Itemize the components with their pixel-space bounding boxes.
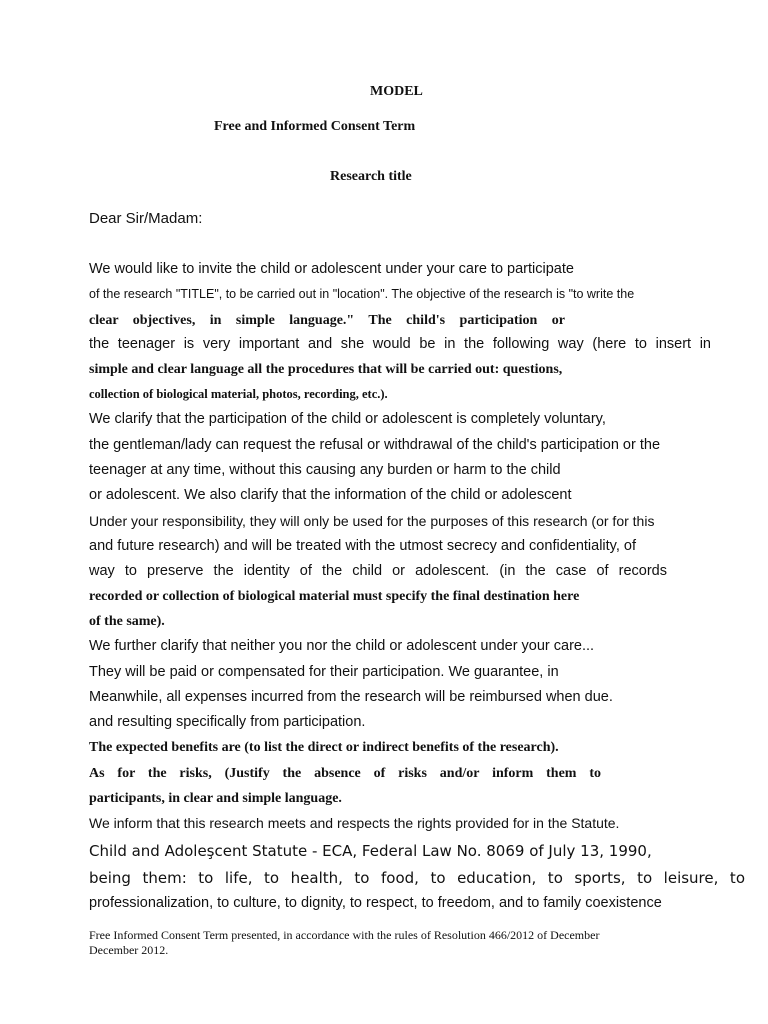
- body-line: simple and clear language all the procedures that will be carried out: questions,: [89, 362, 563, 377]
- body-line: recorded or collection of biological material must specify the final destination here: [89, 589, 580, 604]
- research-title: Research title: [330, 169, 412, 184]
- body-line: clear objectives, in simple language." The child's participation or: [89, 313, 565, 328]
- body-line: They will be paid or compensated for their participation. We guarantee, in: [89, 664, 559, 680]
- body-line: We inform that this research meets and respects the rights provided for in the Statute.: [89, 815, 620, 831]
- body-line: the teenager is very important and she would be in the following way (here to insert in: [89, 336, 711, 352]
- body-line: Child and Adoleşcent Statute - ECA, Federal Law No. 8069 of July 13, 1990,: [89, 842, 652, 860]
- body-line: professionalization, to culture, to dignity, to respect, to freedom, and to family coexistence: [89, 895, 662, 911]
- body-line: of the research "TITLE", to be carried out in "location". The objective of the research is "to write the: [89, 287, 635, 301]
- body-line: teenager at any time, without this causing any burden or harm to the child: [89, 462, 561, 478]
- body-line: As for the risks, (Justify the absence of risks and/or inform them to: [89, 766, 601, 781]
- document-label-model: MODEL: [370, 84, 423, 99]
- body-line: being them: to life, to health, to food, to education, to sports, to leisure, to: [89, 869, 745, 887]
- body-line: We clarify that the participation of the child or adolescent is completely voluntary,: [89, 411, 606, 427]
- salutation: Dear Sir/Madam:: [89, 210, 203, 227]
- body-line: way to preserve the identity of the child or adolescent. (in the case of records: [89, 563, 667, 579]
- body-line: Under your responsibility, they will only be used for the purposes of this research (or for this: [89, 513, 655, 529]
- body-line: Meanwhile, all expenses incurred from the research will be reimbursed when due.: [89, 689, 613, 705]
- body-line: the gentleman/lady can request the refusal or withdrawal of the child's participation or the: [89, 437, 661, 453]
- body-line: participants, in clear and simple language.: [89, 791, 342, 806]
- footer-note: Free Informed Consent Term presented, in accordance with the rules of Resolution 466/2012 of December: [89, 928, 600, 942]
- body-line: collection of biological material, photos, recording, etc.).: [89, 387, 388, 401]
- body-line: of the same).: [89, 614, 165, 629]
- body-line: or adolescent. We also clarify that the information of the child or adolescent: [89, 487, 572, 503]
- body-line: The expected benefits are (to list the direct or indirect benefits of the research).: [89, 740, 559, 755]
- body-line: and resulting specifically from participation.: [89, 714, 366, 730]
- footer-note: December 2012.: [89, 943, 169, 957]
- body-line: and future research) and will be treated with the utmost secrecy and confidentiality, of: [89, 538, 636, 554]
- body-line: We further clarify that neither you nor the child or adolescent under your care...: [89, 638, 595, 654]
- document-title: Free and Informed Consent Term: [214, 119, 416, 134]
- body-line: We would like to invite the child or adolescent under your care to participate: [89, 261, 574, 277]
